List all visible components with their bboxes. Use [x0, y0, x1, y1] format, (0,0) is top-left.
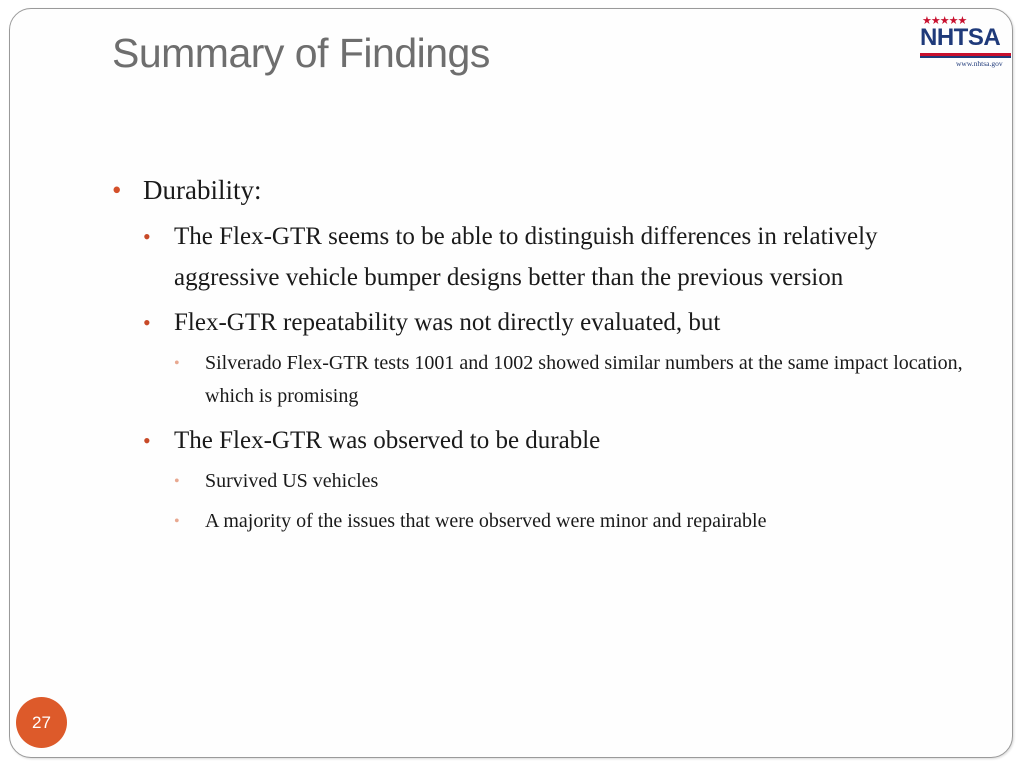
bullet-marker: •: [174, 355, 180, 372]
bullet-marker: •: [174, 513, 180, 530]
bullet-level3: [174, 347, 972, 413]
bullet-text-durable: The Flex-GTR was observed to be durable: [174, 427, 601, 454]
bullet-text-durability: Durability:: [143, 175, 262, 205]
logo-url: www.nhtsa.gov: [956, 59, 1003, 68]
slide-title: Summary of Findings: [112, 30, 490, 76]
bullet-text-silverado: Silverado Flex-GTR tests 1001 and 1002 showed similar numbers at the same impact location, which is promising: [205, 352, 963, 407]
bullet-text-distinguish: The Flex-GTR seems to be able to distinguish differences in relatively aggressive vehicle bumper designs better than the previous version: [174, 223, 878, 291]
bullet-level3: [174, 465, 972, 498]
bullet-marker: •: [174, 473, 180, 490]
bullet-text-survived: Survived US vehicles: [205, 470, 379, 492]
bullet-marker: •: [143, 310, 151, 335]
bullet-marker: •: [143, 428, 151, 453]
bullet-list: [112, 172, 972, 545]
bullet-level2: [143, 420, 972, 461]
bullet-marker: •: [112, 175, 122, 205]
bullet-level3: [174, 505, 972, 538]
nhtsa-logo: [918, 14, 1014, 70]
page-number-badge: 27: [16, 697, 67, 748]
logo-wordmark: NHTSA: [920, 24, 1001, 51]
bullet-level1: [112, 172, 972, 208]
bullet-text-majority: A majority of the issues that were observed were minor and repairable: [205, 510, 767, 532]
bullet-level2: [143, 302, 972, 343]
bullet-text-repeatability: Flex-GTR repeatability was not directly evaluated, but: [174, 309, 721, 336]
bullet-marker: •: [143, 224, 151, 249]
logo-stars: ★★★★★: [922, 14, 967, 27]
logo-blue-stripe: [920, 56, 1011, 58]
bullet-level2: [143, 216, 972, 298]
